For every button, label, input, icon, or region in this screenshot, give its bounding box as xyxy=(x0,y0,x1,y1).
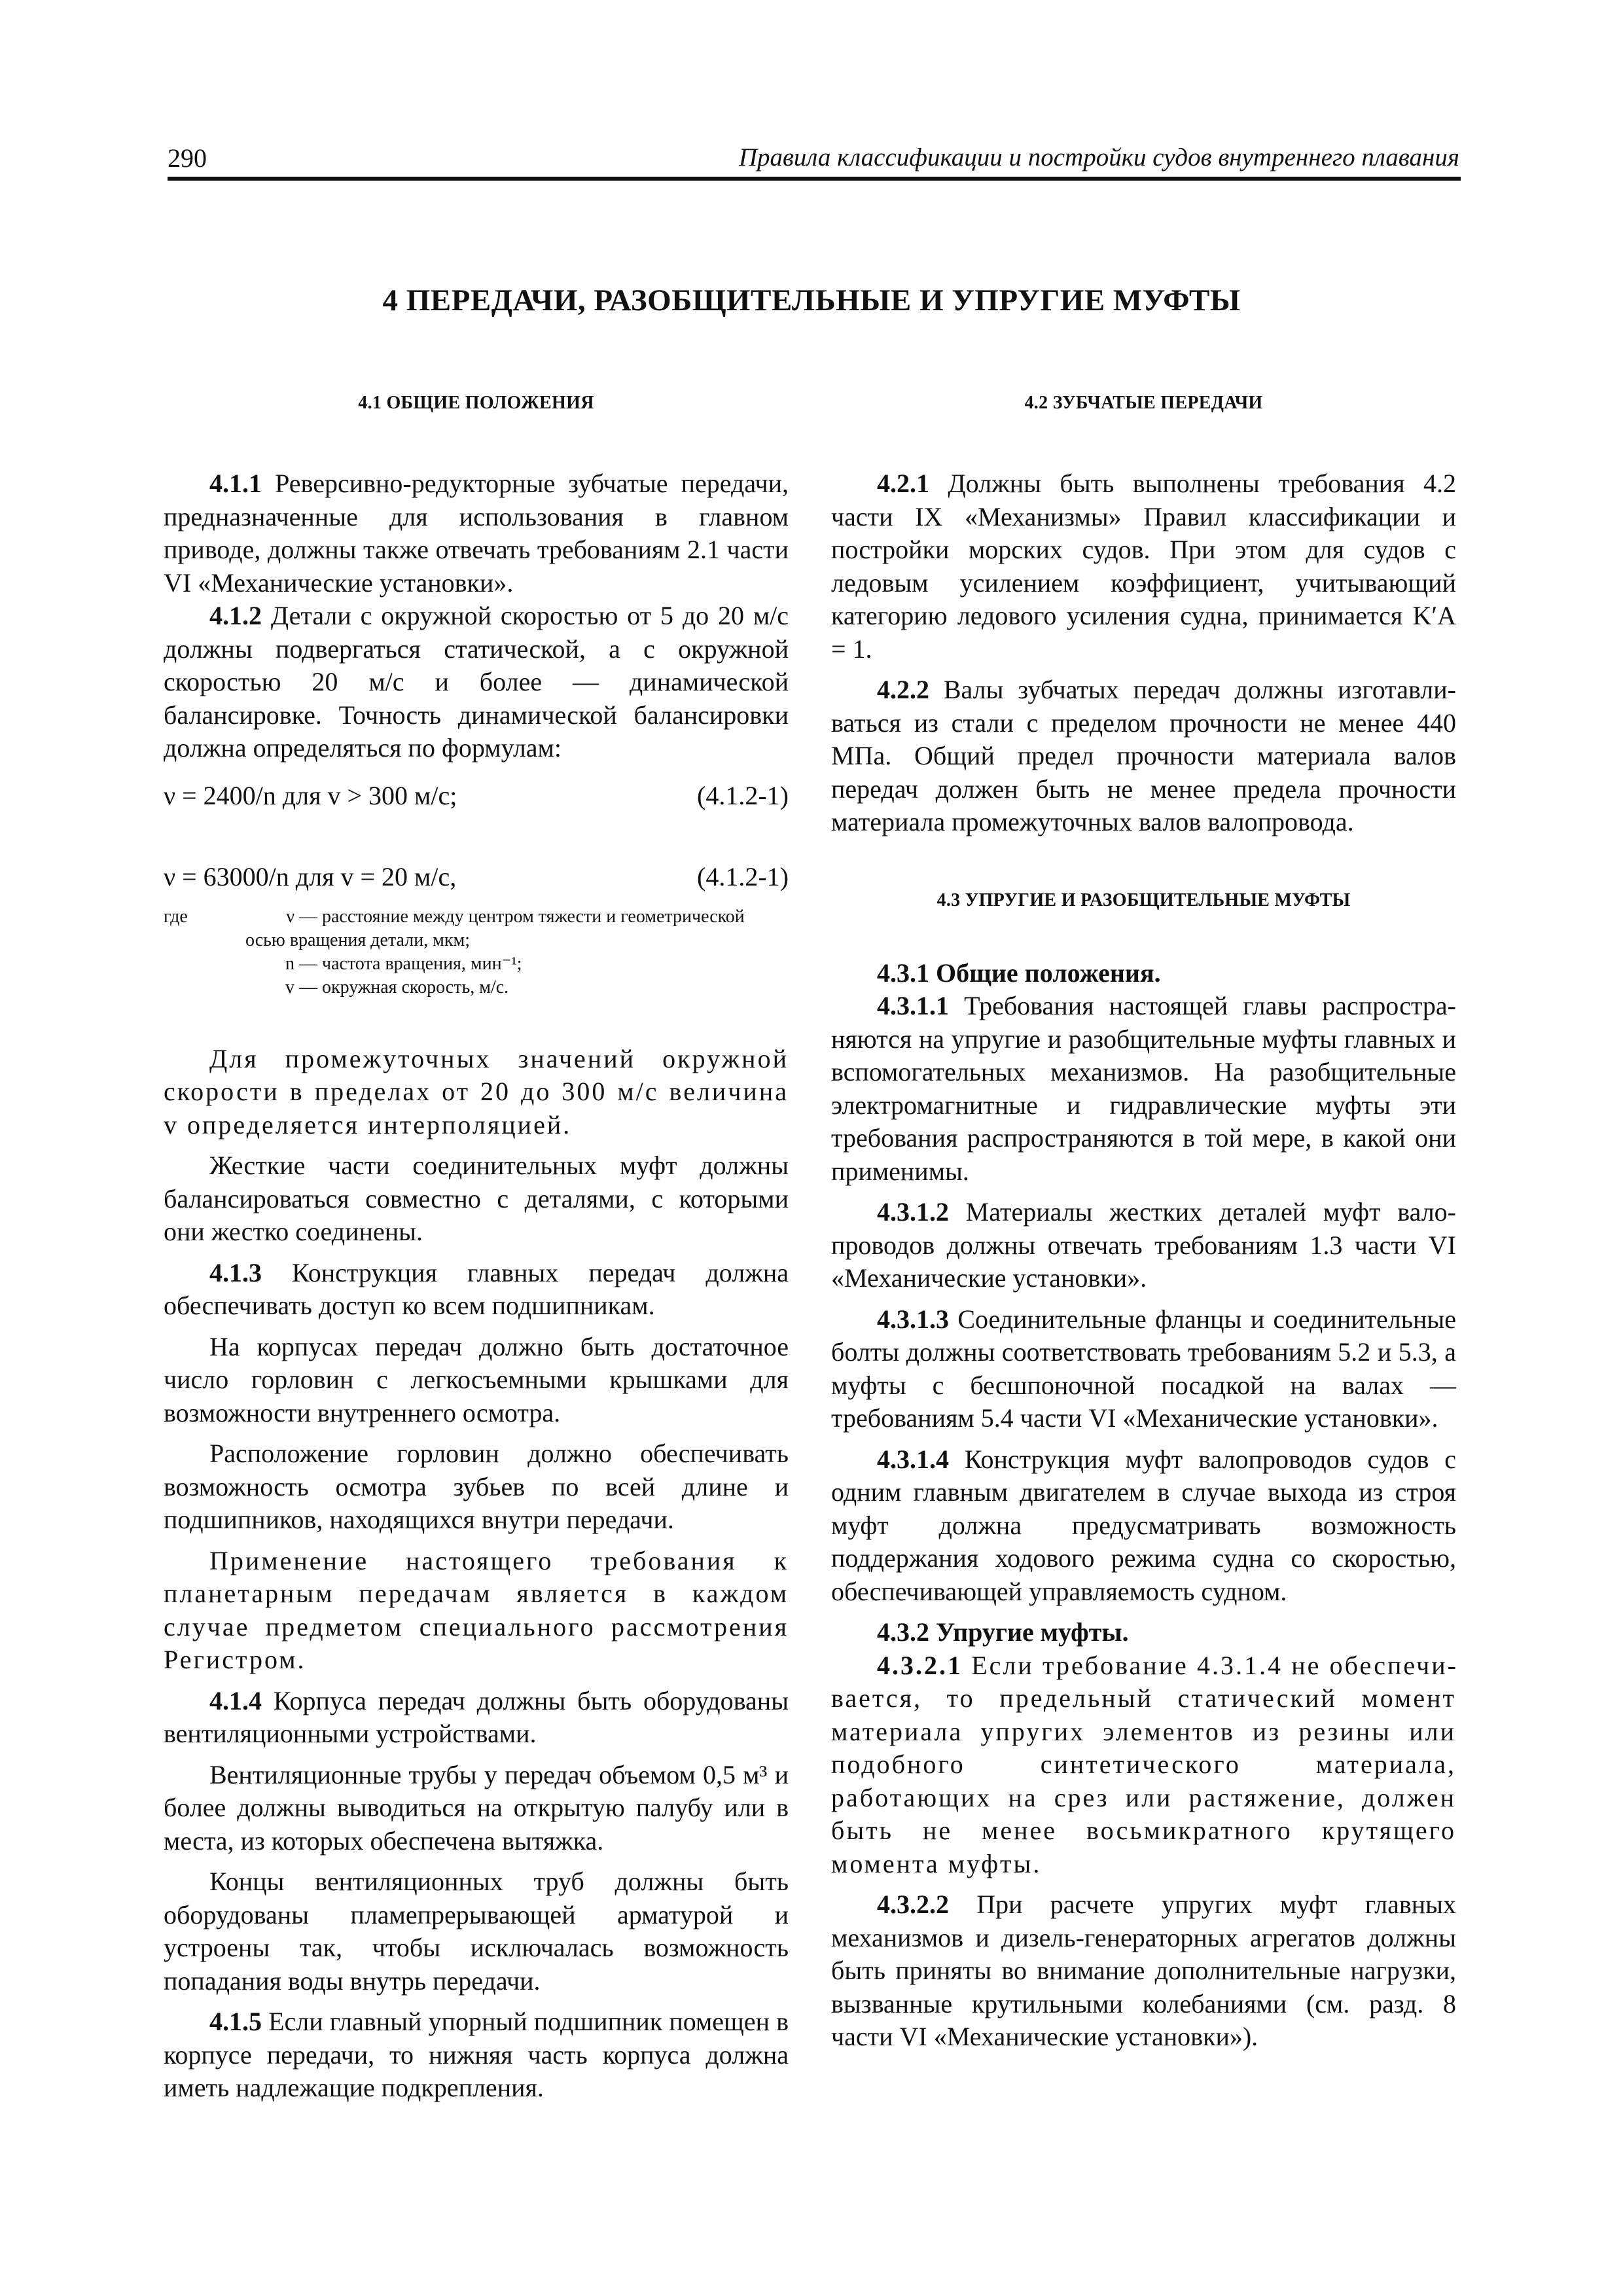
legend-text: частота вращения, мин⁻¹; xyxy=(322,953,522,974)
left-column xyxy=(164,393,789,2105)
clause-text: Реверсивно-редукторные зубчатые передачи, предназначенные для использования в главном приводе, должны также отвечать требованиям 2.1 части VI «Механические установки». xyxy=(164,469,789,598)
legend-row-nu xyxy=(245,905,789,952)
clause-number: 4.1.2 xyxy=(209,601,262,630)
paragraph-4-1-3 xyxy=(164,1257,789,1323)
header-rule xyxy=(168,177,1461,181)
clause-number: 4.3.2.1 xyxy=(877,1650,963,1680)
clause-number: 4.2.1 xyxy=(877,469,929,498)
formula-2 xyxy=(164,861,789,893)
legend-text: окружная скорость, м/с. xyxy=(322,977,509,997)
formula-expression: ν = 2400/n для v > 300 м/с; xyxy=(164,780,457,810)
page-number: 290 xyxy=(168,143,207,173)
clause-number: 4.3.1.3 xyxy=(877,1304,949,1334)
legend-where: где xyxy=(164,906,188,927)
paragraph-4-2-2 xyxy=(831,673,1456,839)
paragraph-ventilation: Вентиляционные трубы у передач объемом 0,5 м³ и более должны выводиться на открытую палубу или в места, из которых обеспечена вытяжка. xyxy=(164,1759,789,1856)
paragraph-4-3-1-3 xyxy=(831,1303,1456,1435)
section-title-4-2: 4.2 ЗУБЧАТЫЕ ПЕРЕДАЧИ xyxy=(1024,393,1263,413)
legend-row-v xyxy=(245,976,789,999)
paragraph-hatch-location: Расположение горловин должно обеспечивать возможность осмотра зубьев по всей длине и подшипников, находящихся внутри передачи. xyxy=(164,1439,789,1534)
clause-text: Должны быть выполнены требования 4.2 части IX «Механизмы» Правил классификации и постройки морских судов. При этом для судов с ледовым усилением коэффициент, учитывающий категорию ледового усиления судна, принимается K′A = 1. xyxy=(831,469,1456,664)
paragraph-vent-ends: Концы вентиляционных труб должны быть оборудованы пламепрерывающей арматурой и устроены так, чтобы исключалась возможность попадания воды внутрь передачи. xyxy=(164,1867,789,1996)
clause-text: Конструкция муфт валопроводов судов с одним главным двигателем в случае выхода из строя муфт должна предусматривать возможность поддержания ходового режима судна со скоростью, обеспечивающей управляемость судном. xyxy=(831,1444,1456,1606)
clause-number: 4.3.1.4 xyxy=(877,1444,949,1474)
formula-1 xyxy=(164,780,789,812)
section-title-4-3: 4.3 УПРУГИЕ И РАЗОБЩИТЕЛЬНЫЕ МУФТЫ xyxy=(936,889,1351,910)
clause-number: 4.2.2 xyxy=(877,675,929,704)
clause-number: 4.3.2.2 xyxy=(877,1890,949,1919)
paragraph-interpolation: Для промежуточных значений окружной скорости в пределах от 20 до 300 м/с величина v определяется интерполяцией. xyxy=(164,1043,789,1139)
running-title: Правила классификации и постройки судов внутреннего плавания xyxy=(738,143,1459,171)
paragraph-4-3-1-1 xyxy=(831,990,1456,1188)
clause-text: Валы зубчатых передач должны изготавливаться из стали с пределом прочности не менее 440 МПа. Общий предел прочности материала валов передач должен быть не менее предела прочности материала промежуточных валов валопровода. xyxy=(831,675,1456,836)
legend-symbol: n — xyxy=(285,953,317,974)
paragraph-4-2-1 xyxy=(831,467,1456,666)
subsection-4-3-2: 4.3.2 Упругие муфты. xyxy=(877,1617,1129,1647)
legend-symbol: v — xyxy=(285,977,317,997)
clause-text: Соединительные фланцы и соединительные болты должны соответствовать требованиям 5.2 и 5.3, а муфты с бесшпоночной посадкой на валах — требованиям 5.4 части VI «Механические установки». xyxy=(831,1304,1456,1433)
paragraph-4-3-1-4 xyxy=(831,1443,1456,1609)
clause-text: Детали с окружной скоростью от 5 до 20 м/с должны подвергаться статической, а с окружной скоростью 20 м/с и более — динамической балансировке. Точность динамической балансировки должна определяться по формулам: xyxy=(164,601,789,762)
paragraph-4-1-2 xyxy=(164,600,789,765)
clause-text: При расчете упругих муфт главных механизмов и дизель-генераторных агрегатов должны быть приняты во внимание дополнительные нагрузки, вызванные крутильными колебаниями (см. разд. 8 части VI «Механические установки»). xyxy=(831,1890,1456,2051)
paragraph-4-3-2-2 xyxy=(831,1888,1456,2054)
clause-text: Материалы жестких деталей муфт валопроводов должны отвечать требованиям 1.3 части VI «Механические установки». xyxy=(831,1197,1456,1293)
formula-reference: (4.1.2-1) xyxy=(697,861,789,891)
paragraph-4-1-5 xyxy=(164,2005,789,2105)
clause-number: 4.3.1.1 xyxy=(877,991,949,1020)
clause-number: 4.1.5 xyxy=(209,2007,262,2036)
formula-legend xyxy=(164,905,789,1003)
legend-row-n xyxy=(245,952,789,976)
paragraph-planetary: Применение настоящего требования к планетарным передачам является в каждом случае предметом специального рассмотрения Регистром. xyxy=(164,1545,789,1674)
section-title-4-1: 4.1 ОБЩИЕ ПОЛОЖЕНИЯ xyxy=(358,393,594,413)
clause-text: Корпуса передач должны быть оборудованы вентиляционными устройствами. xyxy=(164,1685,789,1748)
paragraph-4-1-4 xyxy=(164,1685,789,1751)
paragraph-rigid-parts: Жесткие части соединительных муфт должны балансироваться совместно с деталями, с которыми они жестко соединены. xyxy=(164,1151,789,1246)
legend-text: расстояние между центром тяжести и геометрической осью вращения детали, мкм; xyxy=(245,906,745,950)
clause-text: Если требование 4.3.1.4 не обеспечивается, то предельный статический момент материала упругих элементов из резины или подобного синтетического материала, работающих на срез или растяжение, должен быть не менее восьмикратного крутящего момента муфты. xyxy=(831,1650,1456,1878)
subsection-4-3-1: 4.3.1 Общие положения. xyxy=(877,958,1161,988)
formula-expression: ν = 63000/n для v = 20 м/с, xyxy=(164,861,457,891)
paragraph-4-1-1 xyxy=(164,467,789,600)
clause-number: 4.1.3 xyxy=(209,1257,262,1287)
paragraph-4-3-2-1 xyxy=(831,1649,1456,1881)
right-column xyxy=(831,393,1456,2054)
clause-text: Если главный упорный подшипник помещен в корпусе передачи, то нижняя часть корпуса должна иметь надлежащие подкрепления. xyxy=(164,2007,789,2102)
chapter-title: 4 ПЕРЕДАЧИ, РАЗОБЩИТЕЛЬНЫЕ И УПРУГИЕ МУФТЫ xyxy=(382,283,1241,317)
clause-number: 4.3.1.2 xyxy=(877,1197,949,1227)
paragraph-4-3-1-2 xyxy=(831,1196,1456,1295)
paragraph-hatches: На корпусах передач должно быть достаточное число горловин с легкосъемными крышками для возможности внутреннего осмотра. xyxy=(164,1331,789,1427)
clause-number: 4.1.4 xyxy=(209,1685,262,1715)
formula-reference: (4.1.2-1) xyxy=(697,780,789,810)
clause-number: 4.1.1 xyxy=(209,469,262,498)
legend-symbol: ν — xyxy=(286,906,317,927)
clause-text: Конструкция главных передач должна обеспечивать доступ ко всем подшипникам. xyxy=(164,1257,789,1320)
clause-text: Требования настоящей главы распространяются на упругие и разобщительные муфты главных и вспомогательных механизмов. На разобщительные электромагнитные и гидравлические муфты эти требования распространяются в той мере, в какой они применимы. xyxy=(831,991,1456,1186)
